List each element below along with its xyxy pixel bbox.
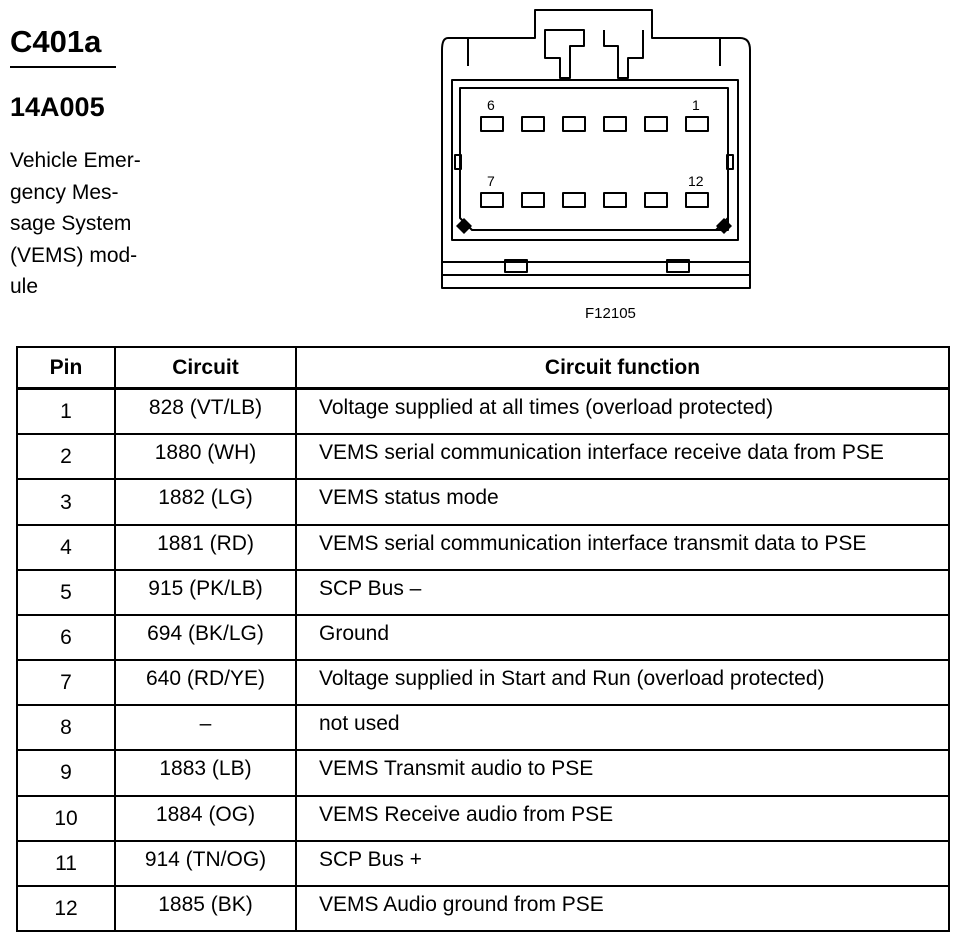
column-header-circuit: Circuit <box>115 347 296 389</box>
function-cell: Voltage supplied at all times (overload protected) <box>296 389 949 435</box>
pin-cell: 7 <box>17 660 115 705</box>
column-header-pin: Pin <box>17 347 115 389</box>
table-header-row <box>17 347 949 389</box>
connector-face-diagram <box>430 6 760 301</box>
function-cell: Ground <box>296 615 949 660</box>
circuit-cell: 1884 (OG) <box>115 796 296 841</box>
circuit-cell: 914 (TN/OG) <box>115 841 296 886</box>
function-cell: VEMS Audio ground from PSE <box>296 886 949 931</box>
circuit-cell: 1880 (WH) <box>115 434 296 479</box>
table-row <box>17 434 949 479</box>
function-cell: not used <box>296 705 949 750</box>
connector-id-underline <box>10 66 116 68</box>
pin-cell: 10 <box>17 796 115 841</box>
pin-label-12: 12 <box>688 173 704 189</box>
circuit-cell: 640 (RD/YE) <box>115 660 296 705</box>
circuit-cell: 1881 (RD) <box>115 525 296 570</box>
pin-cell: 9 <box>17 750 115 795</box>
table-row <box>17 389 949 435</box>
pin-cell: 8 <box>17 705 115 750</box>
table-row <box>17 705 949 750</box>
table-row <box>17 525 949 570</box>
pin-label-6: 6 <box>487 97 495 113</box>
function-cell: VEMS serial communication interface receive data from PSE <box>296 434 949 479</box>
circuit-cell: 915 (PK/LB) <box>115 570 296 615</box>
table-row <box>17 796 949 841</box>
function-cell: Voltage supplied in Start and Run (overload protected) <box>296 660 949 705</box>
table-row <box>17 750 949 795</box>
function-cell: VEMS Transmit audio to PSE <box>296 750 949 795</box>
circuit-cell: 828 (VT/LB) <box>115 389 296 435</box>
pin-cell: 1 <box>17 389 115 435</box>
table-row <box>17 886 949 931</box>
part-number: 14A005 <box>10 92 105 122</box>
pin-label-1: 1 <box>692 97 700 113</box>
pin-cell: 4 <box>17 525 115 570</box>
function-cell: VEMS status mode <box>296 479 949 524</box>
pin-cell: 3 <box>17 479 115 524</box>
connector-id: C401a <box>10 24 102 59</box>
table-row <box>17 660 949 705</box>
function-cell: SCP Bus – <box>296 570 949 615</box>
circuit-cell: 1882 (LG) <box>115 479 296 524</box>
table-row <box>17 570 949 615</box>
circuit-cell: 694 (BK/LG) <box>115 615 296 660</box>
pin-cell: 2 <box>17 434 115 479</box>
component-description: Vehicle Emer- gency Mes- sage System (VEMS) mod- ule <box>10 149 141 298</box>
circuit-cell: – <box>115 705 296 750</box>
circuit-cell: 1885 (BK) <box>115 886 296 931</box>
pin-cell: 5 <box>17 570 115 615</box>
table-row <box>17 615 949 660</box>
column-header-circuit-function: Circuit function <box>296 347 949 389</box>
circuit-cell: 1883 (LB) <box>115 750 296 795</box>
pin-cell: 12 <box>17 886 115 931</box>
pin-label-7: 7 <box>487 173 495 189</box>
pinout-table <box>16 346 950 932</box>
function-cell: VEMS Receive audio from PSE <box>296 796 949 841</box>
figure-code: F12105 <box>585 305 636 322</box>
pin-cell: 6 <box>17 615 115 660</box>
pin-cell: 11 <box>17 841 115 886</box>
table-row <box>17 841 949 886</box>
function-cell: SCP Bus + <box>296 841 949 886</box>
function-cell: VEMS serial communication interface transmit data to PSE <box>296 525 949 570</box>
table-row <box>17 479 949 524</box>
